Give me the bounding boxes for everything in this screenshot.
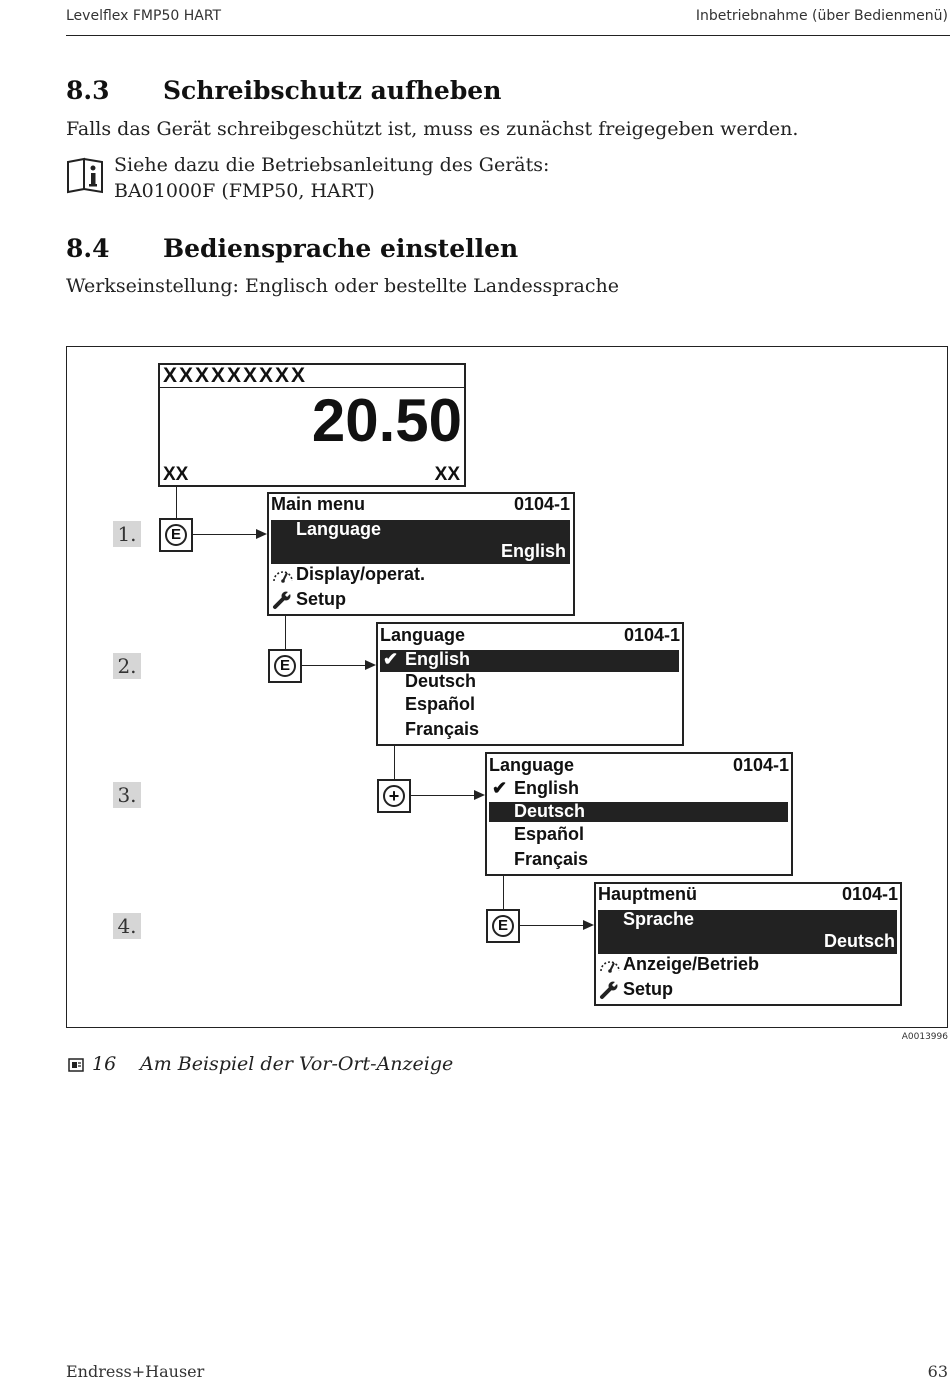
figure-id: A0013996 [901, 1032, 948, 1042]
option-francais[interactable]: Français [514, 849, 589, 869]
enter-key-label: E [274, 655, 296, 677]
main-menu-language-label: Language [296, 519, 382, 539]
connector-line [520, 925, 583, 926]
page-number: 63 [927, 1362, 948, 1381]
main-menu-language-value: English [500, 541, 566, 561]
option-english: English [405, 649, 471, 669]
main-menu-display-item[interactable]: Display/operat. [296, 564, 426, 584]
figure-caption: Am Beispiel der Vor-Ort-Anzeige [140, 1053, 454, 1075]
figure-icon [68, 1057, 84, 1071]
option-espanol[interactable]: Español [514, 824, 585, 844]
figure-number: 16 [92, 1053, 117, 1075]
language-code: 0104-1 [623, 625, 680, 645]
arrow-right-icon [583, 920, 594, 930]
option-deutsch: Deutsch [514, 801, 586, 821]
enter-key-label: E [165, 524, 187, 546]
gauge-icon [599, 956, 621, 974]
section-8-3-number: 8.3 [66, 76, 110, 105]
check-icon: ✔ [492, 778, 508, 798]
arrow-right-icon [256, 529, 267, 539]
wrench-icon [272, 590, 292, 610]
display-unit-left: XX [163, 464, 189, 485]
header-right: Inbetriebnahme (über Bedienmenü) [695, 8, 948, 24]
option-espanol[interactable]: Español [405, 694, 476, 714]
note-line-1: Siehe dazu die Betriebsanleitung des Geräts: [114, 154, 550, 176]
connector-line [193, 534, 256, 535]
section-8-3-title: Schreibschutz aufheben [163, 76, 502, 105]
manual-book-icon [66, 156, 106, 194]
section-8-4-title: Bediensprache einstellen [163, 234, 519, 263]
step-label-3: 3. [113, 782, 141, 808]
enter-key[interactable] [268, 649, 302, 683]
header-rule [66, 35, 950, 36]
wrench-icon [599, 980, 619, 1000]
main-menu-code: 0104-1 [513, 494, 570, 514]
language-title: Language [380, 625, 466, 645]
connector-line [503, 876, 504, 909]
enter-key[interactable] [486, 909, 520, 943]
hauptmenu-sprache-value: Deutsch [823, 931, 895, 951]
connector-line [302, 665, 365, 666]
display-tag: XXXXXXXXX [163, 364, 308, 387]
check-icon: ✔ [383, 649, 399, 669]
main-menu-setup-item[interactable]: Setup [296, 589, 347, 609]
section-8-4-text: Werkseinstellung: Englisch oder bestellte Landessprache [66, 275, 619, 297]
step-label-1: 1. [113, 521, 141, 547]
plus-key-label: + [383, 785, 405, 807]
connector-line [176, 487, 177, 518]
hauptmenu-setup-item[interactable]: Setup [623, 979, 674, 999]
hauptmenu-anzeige-item[interactable]: Anzeige/Betrieb [623, 954, 760, 974]
main-menu-title: Main menu [271, 494, 366, 514]
hauptmenu-code: 0104-1 [841, 884, 898, 904]
note-line-2: BA01000F (FMP50, HART) [114, 180, 375, 202]
display-value: 20.50 [311, 387, 462, 454]
language-code: 0104-1 [732, 755, 789, 775]
step-label-4: 4. [113, 913, 141, 939]
option-deutsch[interactable]: Deutsch [405, 671, 477, 691]
connector-line [285, 616, 286, 649]
option-english[interactable]: English [514, 778, 580, 798]
connector-line [411, 795, 474, 796]
enter-key-label: E [492, 915, 514, 937]
hauptmenu-title: Hauptmenü [598, 884, 697, 904]
hauptmenu-sprache-label: Sprache [623, 909, 695, 929]
language-title: Language [489, 755, 575, 775]
display-unit-right: XX [434, 464, 460, 485]
section-8-3-text: Falls das Gerät schreibgeschützt ist, muss es zunächst freigegeben werden. [66, 118, 799, 140]
option-francais[interactable]: Français [405, 719, 480, 739]
footer-brand: Endress+Hauser [66, 1362, 205, 1381]
enter-key[interactable] [159, 518, 193, 552]
gauge-icon [272, 566, 294, 584]
plus-key[interactable] [377, 779, 411, 813]
step-label-2: 2. [113, 653, 141, 679]
arrow-right-icon [365, 660, 376, 670]
header-left: Levelflex FMP50 HART [66, 8, 222, 24]
arrow-right-icon [474, 790, 485, 800]
section-8-4-number: 8.4 [66, 234, 110, 263]
connector-line [394, 746, 395, 779]
